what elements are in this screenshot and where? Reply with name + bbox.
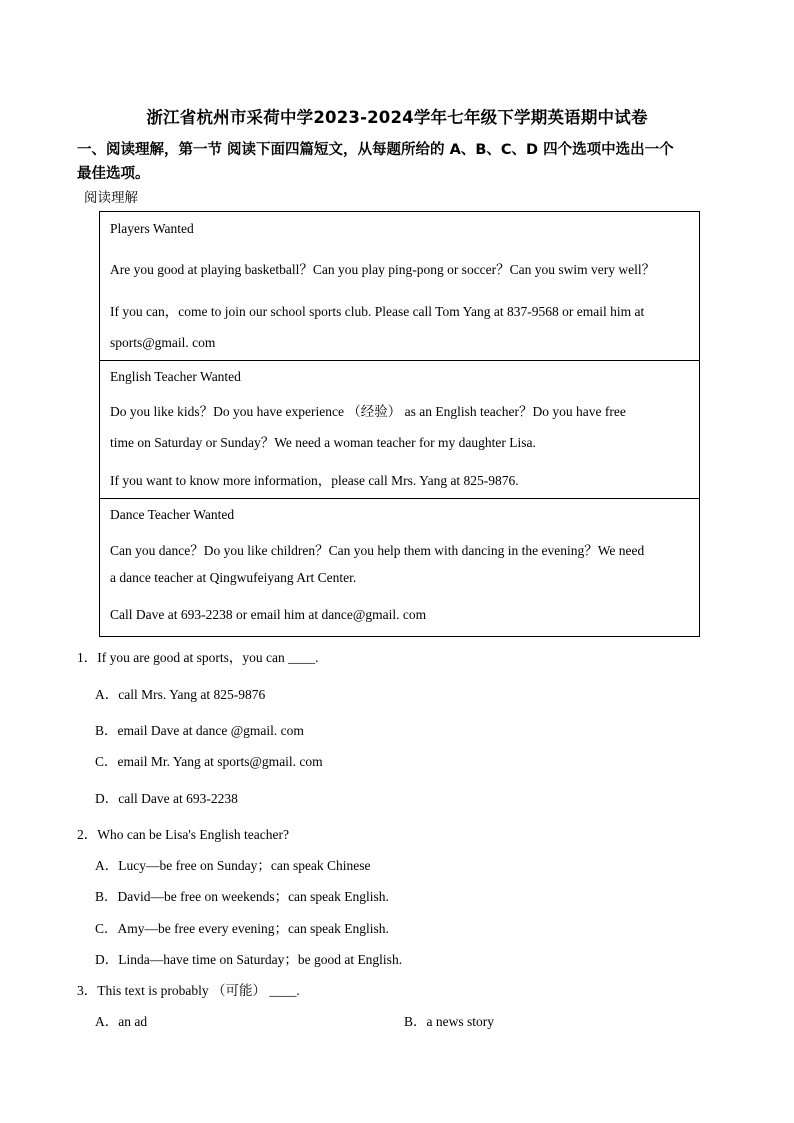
reading-subheading: 阅读理解 [84, 190, 138, 206]
question-option: B．David—be free on weekends；can speak English. [95, 889, 389, 904]
ad-text-line: If you can，come to join our school sports club. Please call Tom Yang at 837-9568 or email him at [110, 304, 645, 319]
ad-text-line: time on Saturday or Sunday？We need a woman teacher for my daughter Lisa. [110, 435, 536, 450]
ad-text-line: Are you good at playing basketball？Can you play ping-pong or soccer？Can you swim very well？ [110, 262, 656, 277]
ad-heading: Dance Teacher Wanted [110, 507, 235, 522]
ad-text-line: Call Dave at 693-2238 or email him at dance@gmail. com [110, 607, 427, 622]
question-option: A．call Mrs. Yang at 825-9876 [95, 687, 266, 702]
page-title: 浙江省杭州市采荷中学2023-2024学年七年级下学期英语期中试卷 [146, 108, 648, 127]
question-option: D．call Dave at 693-2238 [95, 791, 238, 806]
ad-players-wanted [100, 212, 699, 361]
ad-heading: English Teacher Wanted [110, 369, 241, 384]
ads-table [99, 211, 700, 637]
section-heading-line-2: 最佳选项。 [77, 166, 150, 182]
ad-text-line: Can you dance？Do you like children？Can you help them with dancing in the evening？We need [110, 543, 645, 558]
question-option: A．an ad [95, 1014, 148, 1029]
ad-heading: Players Wanted [110, 221, 194, 236]
ad-text-line: If you want to know more information，please call Mrs. Yang at 825-9876. [110, 473, 519, 488]
ad-text-line: a dance teacher at Qingwufeiyang Art Center. [110, 570, 357, 585]
question-option: D．Linda—have time on Saturday；be good at English. [95, 952, 403, 967]
ad-english-teacher-wanted [100, 361, 699, 499]
section-heading-line-1: 一、阅读理解，第一节 阅读下面四篇短文，从每题所给的 A、B、C、D 四个选项中选出一个 [77, 142, 674, 158]
question-option: B．a news story [404, 1014, 494, 1029]
question-stem: 3．This text is probably （可能） ____. [77, 983, 300, 998]
question-option: B．email Dave at dance @gmail. com [95, 723, 304, 738]
ad-text-line: sports@gmail. com [110, 335, 216, 350]
question-stem: 2．Who can be Lisa's English teacher? [77, 827, 289, 842]
ad-dance-teacher-wanted [100, 499, 699, 636]
question-option: C．Amy—be free every evening；can speak English. [95, 921, 389, 936]
question-option: C．email Mr. Yang at sports@gmail. com [95, 754, 323, 769]
question-option: A．Lucy—be free on Sunday；can speak Chinese [95, 858, 371, 873]
ad-text-line: Do you like kids？Do you have experience （经验） as an English teacher？Do you have free [110, 404, 626, 419]
question-stem: 1．If you are good at sports，you can ____. [77, 650, 319, 665]
section-heading [77, 138, 727, 186]
